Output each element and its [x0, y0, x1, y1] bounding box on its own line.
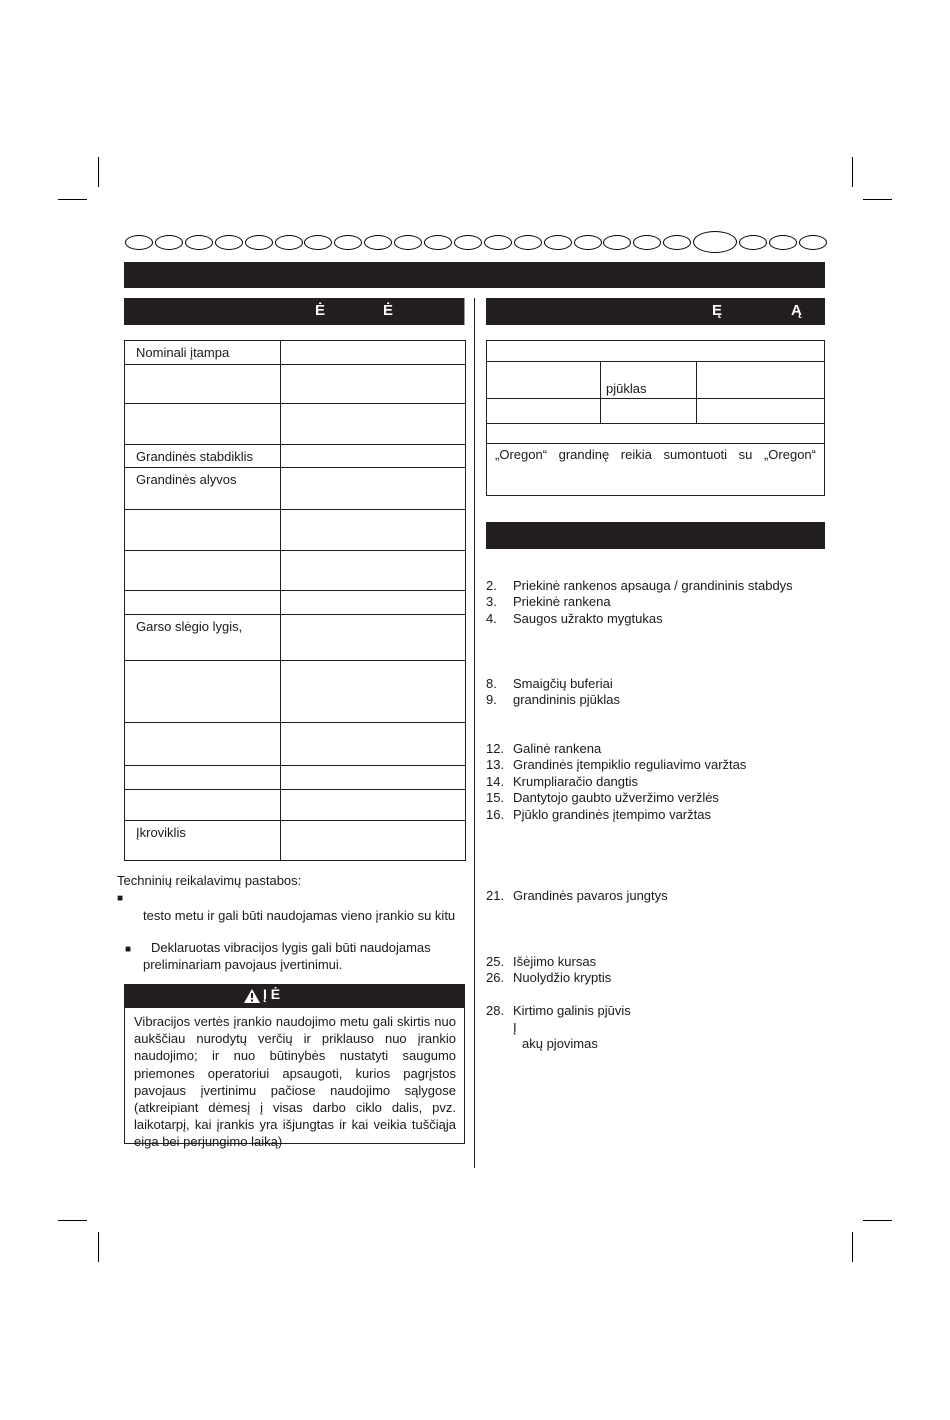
- item-number: 12.: [486, 741, 505, 756]
- warning-icon: [244, 989, 260, 1003]
- spec-label: [125, 365, 281, 404]
- crop-mark: [852, 1232, 853, 1262]
- language-tab: [155, 235, 183, 250]
- spec-label: [125, 341, 281, 365]
- spec-label: [125, 468, 281, 510]
- spec-value: [281, 445, 466, 468]
- saw-chain-title-bar: [486, 298, 825, 325]
- language-tab: [574, 235, 602, 250]
- language-tab: [454, 235, 482, 250]
- language-tab: [185, 235, 213, 250]
- parts-list-item: [486, 888, 668, 903]
- specifications-title-bar: [124, 298, 464, 325]
- spec-label: [125, 404, 281, 445]
- spec-label-text: [136, 510, 280, 514]
- notes-title: Techninių reikalavimų pastabos:: [117, 873, 302, 888]
- item-number: 8.: [486, 676, 497, 691]
- item-label: Pjūklo grandinės įtempimo varžtas: [513, 807, 711, 822]
- spec-value: [281, 404, 466, 445]
- spec-label: [125, 790, 281, 821]
- page-header-band: [124, 262, 825, 288]
- language-tab: [125, 235, 153, 250]
- note-text: testo metu ir gali būti naudojamas vieno įrankio su kitu: [143, 908, 456, 923]
- spec-label: [125, 661, 281, 723]
- item-number: 28.: [486, 1003, 505, 1018]
- spec-label: [125, 591, 281, 615]
- note-text: Deklaruotas vibracijos lygis gali būti naudojamas: [151, 940, 431, 955]
- crop-mark: [98, 157, 99, 187]
- spec-label: [125, 510, 281, 551]
- item-label: Krumpliaračio dangtis: [513, 774, 639, 789]
- spec-label: [125, 445, 281, 468]
- spec-row: [125, 341, 466, 365]
- item-number: 21.: [486, 888, 505, 903]
- spec-value: [281, 766, 466, 790]
- spec-value: [281, 790, 466, 821]
- parts-list-item: [486, 790, 719, 805]
- spec-value: [281, 821, 466, 861]
- column-divider: [474, 298, 475, 1168]
- spec-label-text: [136, 723, 280, 727]
- item-label: Saugos užrakto mygtukas: [513, 611, 663, 626]
- language-tab: [663, 235, 691, 250]
- note-text: preliminariam pavojaus įvertinimui.: [143, 957, 343, 972]
- spec-label-text: Grandinės stabdiklis: [136, 449, 254, 464]
- spec-row: [125, 821, 466, 861]
- language-tab: [514, 235, 542, 250]
- item-label: Galinė rankena: [513, 741, 602, 756]
- spec-value: [281, 591, 466, 615]
- spec-row: [125, 661, 466, 723]
- spec-label-text: Garso slėgio lygis,: [136, 619, 243, 634]
- item-number: 4.: [486, 611, 497, 626]
- parts-list-item: [486, 611, 663, 626]
- warning-title-bar: [124, 984, 465, 1007]
- item-number: 9.: [486, 692, 497, 707]
- parts-list-item: [486, 1003, 631, 1018]
- spec-label: [125, 551, 281, 591]
- crop-mark: [98, 1232, 99, 1262]
- spec-value: [281, 510, 466, 551]
- spec-row: [125, 468, 466, 510]
- item-label: grandininis pjūklas: [513, 692, 620, 707]
- spec-label-text: [136, 404, 280, 408]
- warning-title: Į Ė: [263, 986, 281, 1002]
- parts-list-item: [486, 807, 711, 822]
- description-title-bar: [486, 522, 825, 549]
- item-label: Priekinė rankenos apsauga / grandininis stabdys: [513, 578, 793, 593]
- parts-list-item: [486, 757, 746, 772]
- language-tab-active: [693, 231, 737, 253]
- spec-value: [281, 468, 466, 510]
- language-tab: [304, 235, 332, 250]
- language-tab: [215, 235, 243, 250]
- parts-list-item: [486, 676, 613, 691]
- spec-row: [125, 615, 466, 661]
- spec-value: [281, 341, 466, 365]
- spec-label-text: [136, 790, 280, 794]
- item-number: 2.: [486, 578, 497, 593]
- spec-row: [125, 723, 466, 766]
- language-tab: [484, 235, 512, 250]
- parts-list-item: [486, 692, 620, 707]
- language-tab: [544, 235, 572, 250]
- warning-text: Vibracijos vertės įrankio naudojimo metu gali skirtis nuo aukščiau nurodytų verčių ir priklauso nuo įrankio naudojimo; ir nuo būtinybės nustatyti saugumo priemones operatoriui apsaugoti, kurios pagrįstos pavojaus įvertinimu pačiose naudojimo sąlygose (atkreipiant dėmesį į visas darbo ciklo dalis, pvz. laikotarpį, kai įrankis yra išjungtas ir kai veikia tuščiąja eiga bei perjungimo laiką): [134, 1014, 456, 1150]
- spec-row: [125, 510, 466, 551]
- spec-label-text: [136, 591, 280, 595]
- spec-row: [125, 766, 466, 790]
- saw-chain-table: [486, 340, 825, 496]
- table-rule: [487, 423, 824, 424]
- table-rule: [696, 361, 697, 423]
- spec-label-text: [136, 661, 280, 665]
- language-tab: [394, 235, 422, 250]
- spec-value: [281, 365, 466, 404]
- parts-list-item: [486, 578, 793, 593]
- language-tab: [275, 235, 303, 250]
- language-tab: [633, 235, 661, 250]
- spec-label-text: Įkroviklis: [136, 825, 186, 840]
- crop-mark: [58, 1220, 87, 1221]
- spec-row: [125, 790, 466, 821]
- list-extra-mark: Į: [513, 1020, 517, 1035]
- item-label: Grandinės pavaros jungtys: [513, 888, 668, 903]
- spec-label-text: [136, 365, 280, 369]
- item-label: Dantytojo gaubto užveržimo veržlės: [513, 790, 719, 805]
- item-number: 15.: [486, 790, 505, 805]
- spec-label: [125, 766, 281, 790]
- title-bar-rule: [464, 298, 465, 325]
- item-number: 13.: [486, 757, 505, 772]
- spec-row: [125, 591, 466, 615]
- language-tab: [334, 235, 362, 250]
- language-tab: [364, 235, 392, 250]
- spec-label-text: Grandinės alyvos: [136, 472, 237, 487]
- table-rule: [487, 398, 824, 399]
- spec-value: [281, 615, 466, 661]
- note-bullet: ■: [125, 944, 132, 955]
- item-label: Nuolydžio kryptis: [513, 970, 612, 985]
- item-number: 14.: [486, 774, 505, 789]
- item-number: 3.: [486, 594, 497, 609]
- table-rule: [600, 361, 601, 423]
- title-glyph: Ė: [383, 302, 394, 319]
- list-extra-line: akų pjovimas: [522, 1036, 598, 1051]
- item-number: 16.: [486, 807, 505, 822]
- parts-list-item: [486, 774, 638, 789]
- crop-mark: [58, 199, 87, 200]
- parts-list-item: [486, 954, 596, 969]
- parts-list-item: [486, 741, 601, 756]
- title-glyph: Ę: [712, 302, 723, 319]
- crop-mark: [863, 1220, 892, 1221]
- warning-box: [124, 1007, 465, 1150]
- note-bullet: ■: [117, 893, 124, 904]
- language-tab: [769, 235, 797, 250]
- language-tab: [424, 235, 452, 250]
- spec-label: [125, 615, 281, 661]
- spec-row: [125, 365, 466, 404]
- table-rule: [487, 361, 824, 362]
- language-tab: [603, 235, 631, 250]
- spec-row: [125, 551, 466, 591]
- spec-row: [125, 404, 466, 445]
- table-cell: pjūklas: [606, 381, 647, 396]
- parts-list-item: [486, 970, 611, 985]
- language-tabs: [125, 233, 825, 253]
- item-label: Grandinės įtempiklio reguliavimo varžtas: [513, 757, 747, 772]
- spec-label-text: Nominali įtampa: [136, 345, 230, 360]
- spec-row: [125, 445, 466, 468]
- spec-label-text: [136, 766, 280, 770]
- title-glyph: Ą: [791, 302, 802, 319]
- spec-value: [281, 661, 466, 723]
- language-tab: [799, 235, 827, 250]
- spec-label: [125, 723, 281, 766]
- language-tab: [739, 235, 767, 250]
- oregon-note: „Oregon“ grandinę reikia sumontuoti su „Oregon“: [495, 447, 816, 462]
- item-label: Išėjimo kursas: [513, 954, 597, 969]
- parts-list-item: [486, 594, 611, 609]
- title-glyph: Ė: [315, 302, 326, 319]
- language-tab: [245, 235, 273, 250]
- spec-label-text: [136, 551, 280, 555]
- spec-label: [125, 821, 281, 861]
- item-number: 26.: [486, 970, 505, 985]
- spec-value: [281, 551, 466, 591]
- item-label: Priekinė rankena: [513, 594, 611, 609]
- specifications-table: [124, 340, 466, 861]
- item-label: Smaigčių buferiai: [513, 676, 613, 691]
- crop-mark: [852, 157, 853, 187]
- item-label: Kirtimo galinis pjūvis: [513, 1003, 631, 1018]
- crop-mark: [863, 199, 892, 200]
- item-number: 25.: [486, 954, 505, 969]
- table-rule: [487, 443, 824, 444]
- spec-value: [281, 723, 466, 766]
